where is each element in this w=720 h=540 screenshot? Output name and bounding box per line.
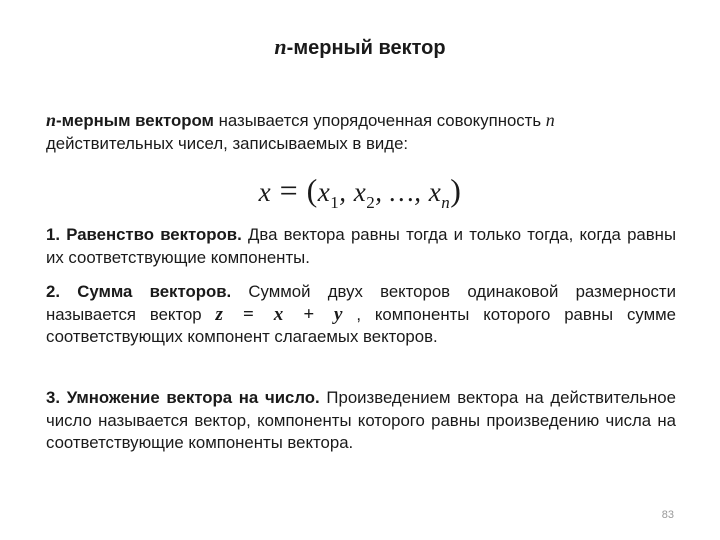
section-vector-sum bbox=[46, 281, 676, 349]
section-text-after: , компоненты которого равны сумме соответствующих компонент слагаемых векторов. bbox=[46, 304, 677, 346]
vector-formula bbox=[0, 172, 720, 213]
page-number: 83 bbox=[661, 509, 674, 521]
formula-sep1: , bbox=[339, 177, 354, 207]
slide-title bbox=[0, 34, 720, 60]
formula-x2: x bbox=[353, 177, 367, 207]
definition-paragraph bbox=[46, 109, 676, 155]
formula-x1: x bbox=[317, 177, 331, 207]
definition-symbol-end: n bbox=[545, 110, 555, 130]
definition-term: -мерным вектором bbox=[56, 111, 214, 130]
section-heading: 2. Сумма векторов. bbox=[46, 282, 232, 301]
section-scalar-multiplication bbox=[46, 387, 676, 455]
definition-text: называется упорядоченная совокупность bbox=[213, 111, 546, 130]
section-text: Произведением вектора на действительное число называется вектор, компоненты которого равны произведению числа на соответствующие компоненты вектора. bbox=[46, 388, 676, 452]
section-heading: 1. Равенство векторов. bbox=[46, 225, 242, 244]
formula-xn-subscript: n bbox=[441, 193, 451, 212]
section-vector-equality bbox=[46, 224, 676, 269]
formula-eq: = bbox=[271, 172, 307, 208]
formula-sep2: , …, bbox=[375, 177, 429, 207]
definition-text-continued: действительных чисел, записываемых в виде: bbox=[46, 133, 409, 153]
title-symbol: n bbox=[274, 34, 287, 59]
formula-xn: x bbox=[428, 177, 442, 207]
formula-x1-subscript: 1 bbox=[330, 193, 340, 212]
formula-open-paren: ( bbox=[306, 172, 318, 208]
formula-close-paren: ) bbox=[450, 172, 462, 208]
title-text: -мерный вектор bbox=[286, 37, 446, 59]
section-heading: 3. Умножение вектора на число. bbox=[46, 388, 320, 407]
formula-x2-subscript: 2 bbox=[366, 193, 376, 212]
definition-term-symbol: n bbox=[46, 110, 57, 130]
section-text: Два вектора равны тогда и только тогда, когда равны их соответствующие компоненты. bbox=[46, 225, 677, 267]
formula-lhs: x bbox=[258, 177, 272, 207]
sum-formula: z = x + y bbox=[215, 303, 343, 325]
section-text: Суммой двух векторов одинаковой размерности называется вектор bbox=[46, 282, 676, 324]
